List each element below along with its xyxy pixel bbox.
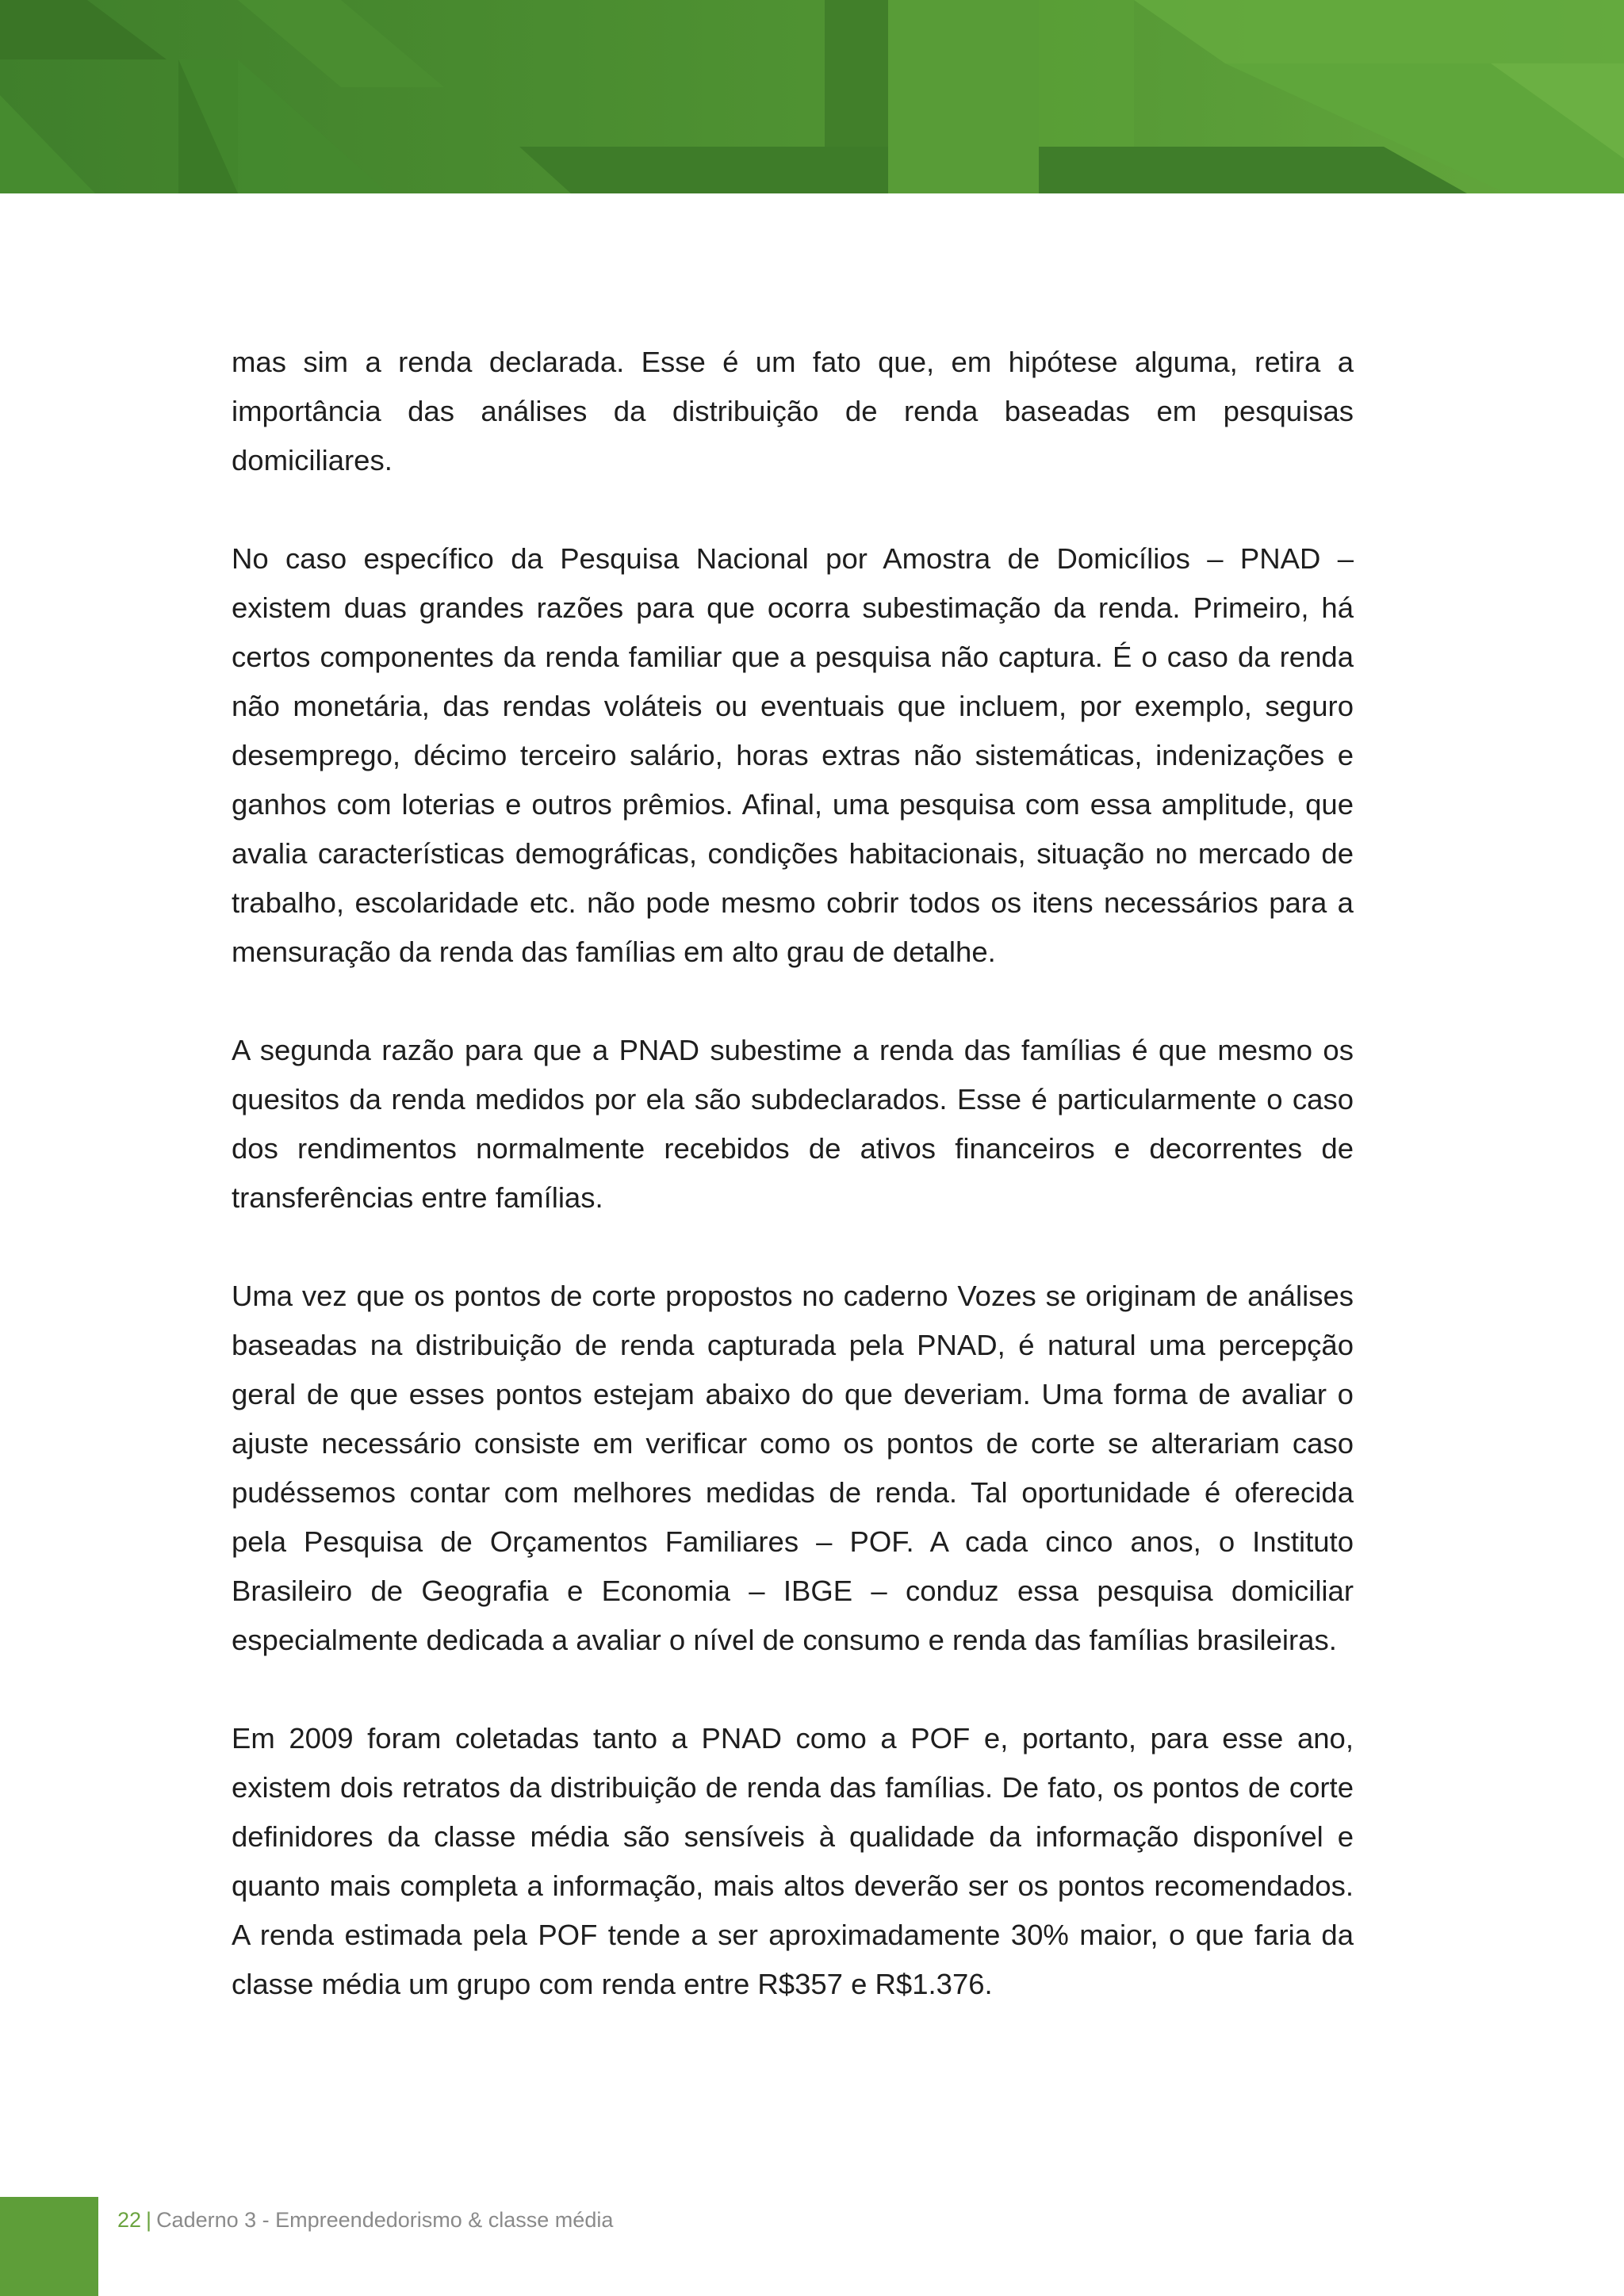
header-geometric-pattern (0, 0, 1624, 193)
body-text (232, 338, 1354, 2058)
footer-section-title: Caderno 3 - Empreendedorismo & classe média (156, 2208, 614, 2232)
footer-separator: | (146, 2208, 152, 2232)
page-footer (117, 2201, 613, 2239)
paragraph-2: No caso específico da Pesquisa Nacional por Amostra de Domicílios – PNAD – existem duas grandes razões para que ocorra subestimação da renda. Primeiro, há certos componentes da renda familiar que a pesquisa não captura. É o caso da renda não monetária, das rendas voláteis ou eventuais que incluem, por exemplo, seguro desemprego, décimo terceiro salário, horas extras não sistemáticas, indenizações e ganhos com loterias e outros prêmios. Afinal, uma pesquisa com essa amplitude, que avalia características demográficas, condições habitacionais, situação no mercado de trabalho, escolaridade etc. não pode mesmo cobrir todos os itens necessários para a mensuração da renda das famílias em alto grau de detalhe. (232, 542, 1354, 968)
footer-green-block (0, 2197, 98, 2296)
paragraph-3: A segunda razão para que a PNAD subestime a renda das famílias é que mesmo os quesitos da renda medidos por ela são subdeclarados. Esse é particularmente o caso dos rendimentos normalmente recebidos de ativos financeiros e decorrentes de transferências entre famílias. (232, 1034, 1354, 1214)
paragraph-1: mas sim a renda declarada. Esse é um fato que, em hipótese alguma, retira a importância das análises da distribuição de renda baseadas em pesquisas domiciliares. (232, 346, 1354, 476)
paragraph-5: Em 2009 foram coletadas tanto a PNAD como a POF e, portanto, para esse ano, existem dois retratos da distribuição de renda das famílias. De fato, os pontos de corte definidores da classe média são sensíveis à qualidade da informação disponível e quanto mais completa a informação, mais altos deverão ser os pontos recomendados. A renda estimada pela POF tende a ser aproximadamente 30% maior, o que faria da classe média um grupo com renda entre R$357 e R$1.376. (232, 1722, 1354, 2000)
page-number: 22 (117, 2208, 142, 2232)
paragraph-4: Uma vez que os pontos de corte propostos no caderno Vozes se originam de análises baseadas na distribuição de renda capturada pela PNAD, é natural uma percepção geral de que esses pontos estejam abaixo do que deveriam. Uma forma de avaliar o ajuste necessário consiste em verificar como os pontos de corte se alterariam caso pudéssemos contar com melhores medidas de renda. Tal oportunidade é oferecida pela Pesquisa de Orçamentos Familiares – POF. A cada cinco anos, o Instituto Brasileiro de Geografia e Economia – IBGE – conduz essa pesquisa domiciliar especialmente dedicada a avaliar o nível de consumo e renda das famílias brasileiras. (232, 1280, 1354, 1656)
header-banner (0, 0, 1624, 193)
